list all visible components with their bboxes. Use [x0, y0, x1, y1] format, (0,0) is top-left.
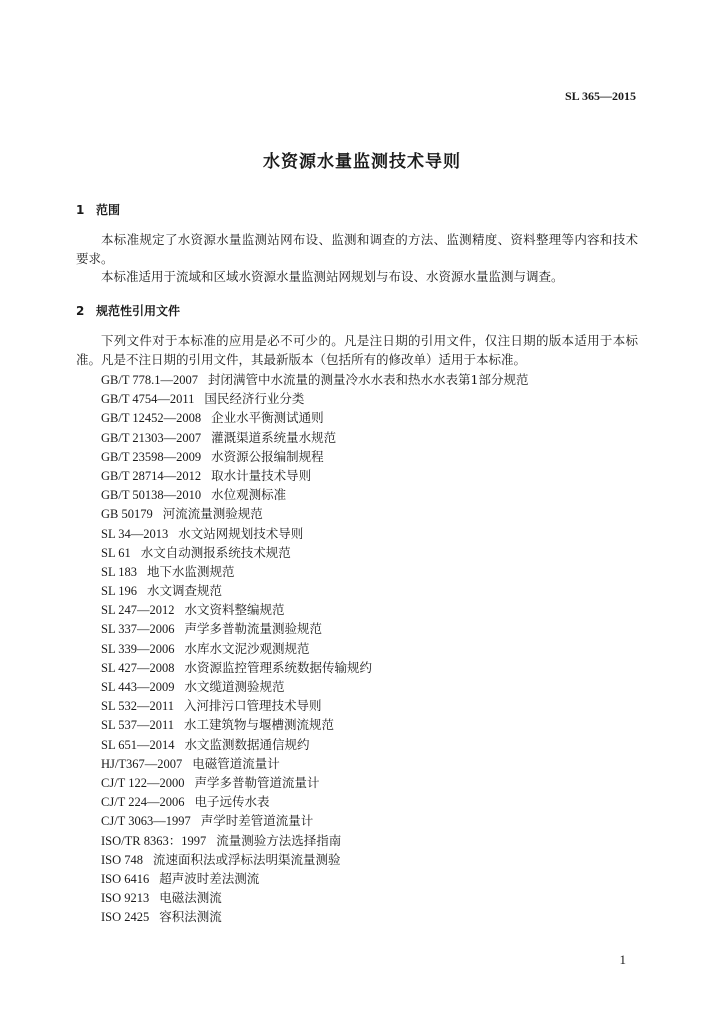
reference-code: SL 651—2014 [101, 737, 175, 752]
reference-name: 灌溉渠道系统量水规范 [211, 429, 337, 445]
reference-code: GB 50179 [101, 507, 153, 522]
reference-name: 水位观测标准 [211, 487, 287, 503]
reference-code: ISO/TR 8363：1997 [101, 833, 207, 848]
reference-item [101, 485, 528, 504]
reference-item [101, 504, 528, 523]
reference-code: ISO 6416 [101, 871, 150, 886]
reference-item [101, 869, 528, 888]
reference-name: 流速面积法或浮标法明渠流量测验 [153, 851, 341, 867]
reference-code: HJ/T367—2007 [101, 756, 183, 771]
reference-item [101, 619, 528, 638]
reference-code: SL 339—2006 [101, 641, 175, 656]
reference-item [101, 792, 528, 811]
section-title: 范围 [96, 203, 121, 217]
section-2-paragraph-1: 下列文件对于本标准的应用是必不可少的。凡是注日期的引用文件，仅注日期的版本适用于本标准。凡是不注日期的引用文件，其最新版本（包括所有的修改单）适用于本标准。 [76, 333, 638, 367]
reference-item [101, 466, 528, 485]
reference-name: 电磁法测流 [159, 890, 222, 906]
reference-item [101, 581, 528, 600]
reference-name: 水文监测数据通信规约 [184, 736, 310, 752]
reference-code: SL 247—2012 [101, 603, 175, 618]
reference-code: SL 427—2008 [101, 660, 175, 675]
document-title: 水资源水量监测技术导则 [263, 152, 461, 172]
reference-code: SL 196 [101, 584, 137, 599]
reference-item [101, 447, 528, 466]
reference-item [101, 428, 528, 447]
reference-code: ISO 2425 [101, 910, 150, 925]
reference-code: SL 34—2013 [101, 526, 169, 541]
reference-item [101, 831, 528, 850]
reference-item [101, 907, 528, 926]
reference-code: CJ/T 122—2000 [101, 775, 185, 790]
reference-name: 声学时差管道流量计 [200, 813, 314, 829]
reference-code: SL 183 [101, 564, 137, 579]
standard-code: SL 365—2015 [564, 89, 636, 103]
reference-code: GB/T 21303—2007 [101, 430, 202, 445]
reference-name: 国民经济行业分类 [204, 391, 305, 407]
reference-name: 入河排污口管理技术导则 [184, 698, 322, 714]
reference-name: 容积法测流 [159, 909, 222, 925]
reference-item [101, 543, 528, 562]
reference-name: 声学多普勒管道流量计 [194, 774, 320, 790]
reference-item [101, 524, 528, 543]
reference-item [101, 888, 528, 907]
reference-code: GB/T 778.1—2007 [101, 373, 198, 387]
reference-item [101, 754, 528, 773]
reference-name: 水资源公报编制规程 [211, 448, 324, 464]
section-1-heading [76, 201, 120, 218]
reference-item [101, 811, 528, 830]
reference-item [101, 677, 528, 696]
reference-item [101, 389, 528, 408]
reference-item [101, 735, 528, 754]
reference-item [101, 658, 528, 677]
reference-code: SL 337—2006 [101, 622, 175, 637]
reference-name: 水资源监控管理系统数据传输规约 [184, 659, 373, 675]
reference-name: 封闭满管中水流量的测量冷水水表和热水水表第1部分规范 [208, 372, 529, 387]
reference-name: 水文缆道测验规范 [184, 679, 285, 694]
reference-code: GB/T 28714—2012 [101, 468, 202, 483]
reference-item [101, 600, 528, 619]
reference-code: ISO 9213 [101, 891, 150, 906]
section-title: 规范性引用文件 [96, 304, 181, 318]
reference-item [101, 408, 528, 427]
reference-name: 水工建筑物与堰槽测流规范 [184, 717, 335, 733]
reference-name: 企业水平衡测试通则 [211, 410, 324, 426]
reference-name: 水文调查规范 [147, 583, 223, 599]
reference-code: GB/T 12452—2008 [101, 411, 202, 426]
reference-code: CJ/T 224—2006 [101, 795, 185, 810]
reference-name: 水文资料整编规范 [184, 602, 285, 618]
reference-item [101, 773, 528, 792]
reference-item [101, 850, 528, 869]
reference-code: SL 61 [101, 545, 131, 560]
reference-code: SL 532—2011 [101, 699, 175, 714]
reference-name: 地下水监测规范 [147, 563, 235, 579]
section-2-heading [76, 302, 180, 319]
page-number: 1 [619, 952, 626, 967]
reference-name: 水库水文泥沙观测规范 [184, 640, 310, 656]
reference-name: 流量测验方法选择指南 [216, 832, 342, 848]
reference-list [101, 370, 528, 926]
reference-item [101, 715, 528, 734]
reference-code: GB/T 50138—2010 [101, 488, 202, 503]
reference-code: ISO 748 [101, 852, 144, 867]
section-number: 1 [76, 203, 85, 217]
reference-item [101, 562, 528, 581]
reference-name: 电子远传水表 [194, 794, 270, 810]
section-number: 2 [76, 304, 85, 318]
reference-name: 水文自动测报系统技术规范 [140, 544, 291, 560]
reference-name: 取水计量技术导则 [211, 467, 312, 483]
reference-code: GB/T 23598—2009 [101, 449, 202, 464]
reference-name: 河流流量测验规范 [162, 506, 263, 522]
reference-code: SL 537—2011 [101, 718, 175, 733]
reference-name: 声学多普勒流量测验规范 [184, 621, 323, 637]
reference-code: CJ/T 3063—1997 [101, 814, 191, 829]
reference-item [101, 639, 528, 658]
reference-item [101, 370, 528, 389]
reference-name: 水文站网规划技术导则 [178, 525, 304, 541]
section-1-paragraph-2: 本标准适用于流域和区域水资源水量监测站网规划与布设、水资源水量监测与调查。 [101, 269, 564, 284]
reference-name: 电磁管道流量计 [192, 755, 280, 771]
section-1-paragraph-1: 本标准规定了水资源水量监测站网布设、监测和调查的方法、监测精度、资料整理等内容和技术要求。 [76, 232, 638, 266]
reference-item [101, 696, 528, 715]
reference-code: GB/T 4754—2011 [101, 392, 195, 407]
reference-code: SL 443—2009 [101, 680, 175, 694]
reference-name: 超声波时差法测流 [159, 870, 260, 886]
